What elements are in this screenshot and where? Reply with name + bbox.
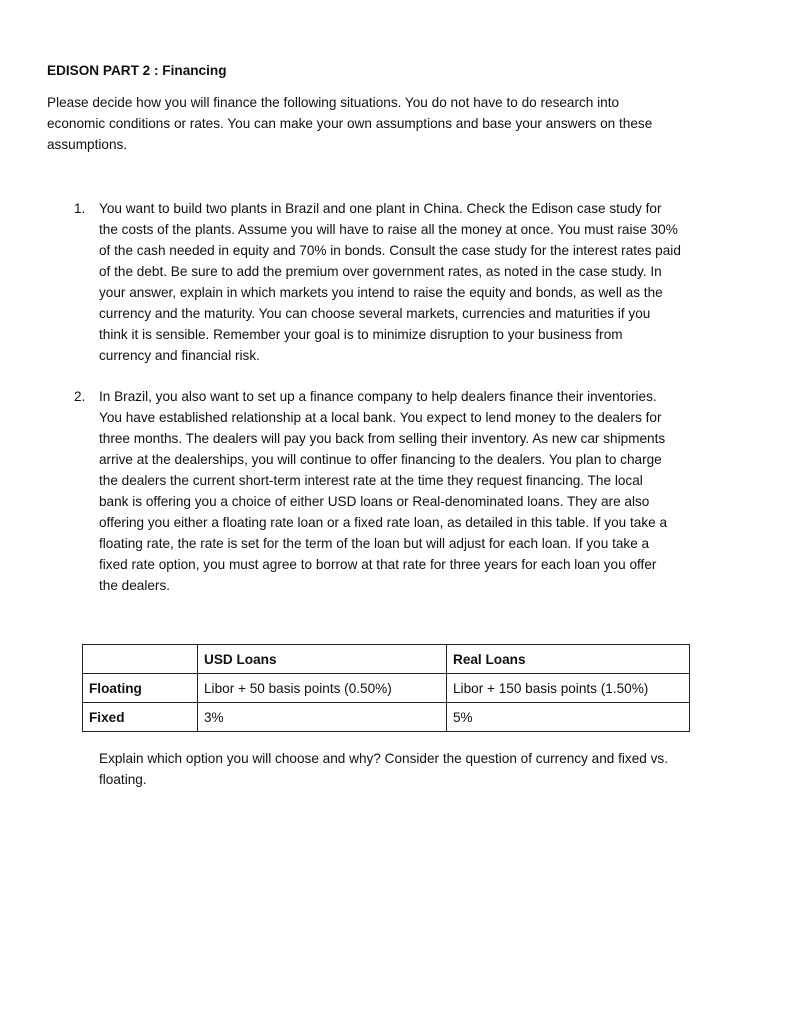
text-line: floating rate, the rate is set for the term of the loan but will adjust for each loan. If you take a [99, 536, 650, 551]
intro-paragraph [47, 92, 652, 155]
document-title: EDISON PART 2 : Financing [47, 63, 227, 78]
text-line: bank is offering you a choice of either USD loans or Real-denominated loans. They are also [99, 494, 650, 509]
explain-paragraph [99, 748, 668, 790]
text-line: arrive at the dealerships, you will continue to offer financing to the dealers. You plan to charge [99, 452, 662, 467]
table-row [83, 703, 690, 732]
question-text [99, 198, 681, 366]
question-number: 2. [74, 389, 86, 404]
row-header-cell: Fixed [83, 703, 198, 732]
intro-line: Please decide how you will finance the following situations. You do not have to do research into [47, 95, 620, 110]
text-line: floating. [99, 772, 147, 787]
text-line: currency and financial risk. [99, 348, 260, 363]
text-line: the dealers. [99, 578, 171, 593]
text-line: You have established relationship at a local bank. You expect to lend money to the dealers for [99, 410, 662, 425]
text-line: Explain which option you will choose and why? Consider the question of currency and fixed vs. [99, 751, 668, 766]
text-line: the dealers the current short-term interest rate at the time they request financing. The local [99, 473, 643, 488]
intro-line: assumptions. [47, 137, 128, 152]
text-line: fixed rate option, you must agree to borrow at that rate for three years for each loan you offer [99, 557, 657, 572]
table-cell: 5% [447, 703, 690, 732]
text-line: of the debt. Be sure to add the premium over government rates, as noted in the case study. In [99, 264, 662, 279]
loan-options-table [82, 644, 690, 732]
table-cell: Libor + 50 basis points (0.50%) [198, 674, 447, 703]
text-line: your answer, explain in which markets you intend to raise the equity and bonds, as well as the [99, 285, 663, 300]
table-row [83, 674, 690, 703]
table-cell: 3% [198, 703, 447, 732]
intro-line: economic conditions or rates. You can make your own assumptions and base your answers on these [47, 116, 653, 131]
question-text [99, 386, 667, 596]
text-line: of the cash needed in equity and 70% in bonds. Consult the case study for the interest rates paid [99, 243, 681, 258]
table-header-row [83, 645, 690, 674]
header-cell: USD Loans [198, 645, 447, 674]
text-line: In Brazil, you also want to set up a finance company to help dealers finance their inventories. [99, 389, 657, 404]
text-line: the costs of the plants. Assume you will have to raise all the money at once. You must raise 30% [99, 222, 678, 237]
text-line: think it is sensible. Remember your goal is to minimize disruption to your business from [99, 327, 623, 342]
text-line: currency and the maturity. You can choose several markets, currencies and maturities if you [99, 306, 651, 321]
header-cell: Real Loans [447, 645, 690, 674]
table-cell: Libor + 150 basis points (1.50%) [447, 674, 690, 703]
text-line: You want to build two plants in Brazil and one plant in China. Check the Edison case study for [99, 201, 662, 216]
header-cell [83, 645, 198, 674]
row-header-cell: Floating [83, 674, 198, 703]
text-line: offering you either a floating rate loan or a fixed rate loan, as detailed in this table. If you take a [99, 515, 668, 530]
question-number: 1. [74, 201, 86, 216]
text-line: three months. The dealers will pay you back from selling their inventory. As new car shipments [99, 431, 666, 446]
